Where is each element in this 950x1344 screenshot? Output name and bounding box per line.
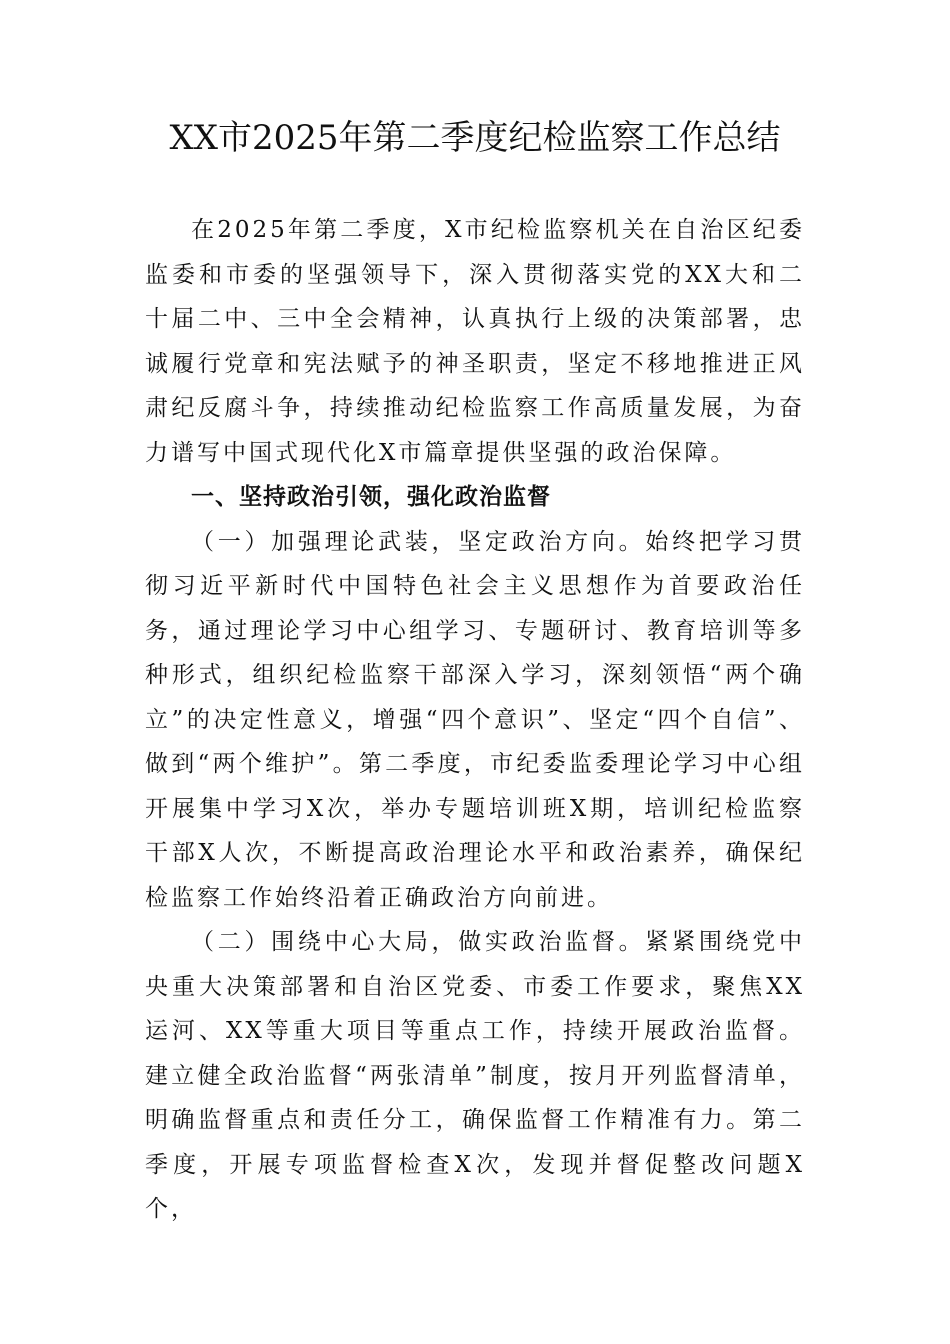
section-1-item-1-lead: （一）加强理论武装，坚定政治方向。	[191, 528, 646, 555]
section-1-item-2-lead: （二）围绕中心大局，做实政治监督。	[191, 929, 646, 955]
section-1-item-2-paragraph	[145, 920, 805, 1232]
intro-paragraph: 在2025年第二季度，X市纪检监察机关在自治区纪委监委和市委的坚强领导下，深入贯彻落实党的XX大和二十届二中、三中全会精神，认真执行上级的决策部署，忠诚履行党章和宪法赋予的神圣职责，坚定不移地推进正风肃纪反腐斗争，持续推动纪检监察工作高质量发展，为奋力谱写中国式现代化X市篇章提供坚强的政治保障。	[145, 217, 805, 466]
section-1-item-1-text: 始终把学习贯彻习近平新时代中国特色社会主义思想作为首要政治任务，通过理论学习中心组学习、专题研讨、教育培训等多种形式，组织纪检监察干部深入学习，深刻领悟“两个确立”的决定性意义，增强“四个意识”、坚定“四个自信”、做到“两个维护”。第二季度，市纪委监委理论学习中心组开展集中学习X次，举办专题培训班X期，培训纪检监察干部X人次，不断提高政治理论水平和政治素养，确保纪检监察工作始终沿着正确政治方向前进。	[145, 528, 806, 911]
section-heading-1: 一、坚持政治引领，强化政治监督	[191, 484, 551, 510]
section-1-item-2-text: 紧紧围绕党中央重大决策部署和自治区党委、市委工作要求，聚焦XX运河、XX等重大项目等重点工作，持续开展政治监督。建立健全政治监督“两张清单”制度，按月开列监督清单，明确监督重点和责任分工，确保监督工作精准有力。第二季度，开展专项监督检查X次，发现并督促整改问题X个，	[145, 929, 806, 1222]
section-1-item-1-paragraph	[145, 520, 805, 921]
document-title: XX市2025年第二季度纪检监察工作总结	[169, 118, 781, 158]
document-body	[145, 208, 805, 1232]
